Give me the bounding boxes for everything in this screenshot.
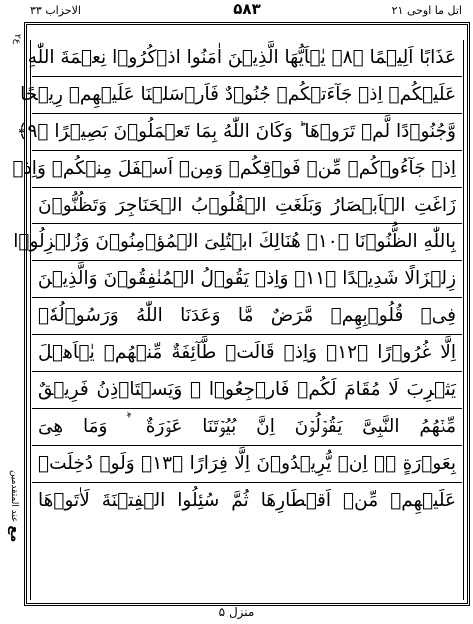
verse-line: اِلَّا غُرُوۡرًا ﴿۱۲﴾ وَاِذۡ قَالَتۡ طَّآئِفَةٌ مِّنۡهُمۡ یٰۤاَهۡلَ [32,335,462,372]
verse-line: عَلَیۡكُمۡ اِذۡ جَآءَتۡكُمۡ جُنُوۡدٌ فَاَرۡسَلۡنَا عَلَیۡهِمۡ رِیۡحًا [32,77,462,114]
ruku-marker: ع۲ [12,34,22,45]
stop-marker-sign: مع [7,525,22,543]
manzil-footer: منزل ۵ [218,605,255,619]
verse-line: زَاغَتِ الۡاَبۡصَارُ وَبَلَغَتِ الۡقُلُوۡبُ الۡحَنَاجِرَ وَتَظُنُّوۡنَ [32,188,462,225]
verse-line: وَّجُنُوۡدًا لَّمۡ تَرَوۡهَا ؕ وَكَانَ اللّٰهُ بِمَا تَعۡمَلُوۡنَ بَصِیۡرًا ﴿۹﴾ [32,114,462,151]
verse-line: یَثۡرِبَ لَا مُقَامَ لَكُمۡ فَارۡجِعُوۡا ۚ وَیَسۡتَاۡذِنُ فَرِیۡقٌ [32,372,462,409]
surah-name: الاحزاب ۳۳ [30,4,81,17]
stop-marker [2,470,22,542]
verse-line: فِیۡ قُلُوۡبِهِمۡ مَّرَضٌ مَّا وَعَدَنَا اللّٰهُ وَرَسُوۡلُهٗۤ [32,298,462,335]
verse-line: عَلَیۡهِمۡ مِّنۡ اَقۡطَارِهَا ثُمَّ سُئِلُوا الۡفِتۡنَةَ لَاٰتَوۡهَا [38,489,456,511]
verse-line: اِذۡ جَآءُوۡكُمۡ مِّنۡ فَوۡقِكُمۡ وَمِنۡ اَسۡفَلَ مِنۡكُمۡ وَاِذۡ [32,151,462,188]
page-header [24,2,470,24]
verse-line: بِاللّٰهِ الظُّنُوۡنَا ﴿۱۰﴾ هُنَالِكَ ابۡتُلِیَ الۡمُؤۡمِنُوۡنَ وَزُلۡزِلُوۡا [32,224,462,261]
stop-marker-note: عند المتقدمين [9,470,19,523]
juz-name: اتل ما اوحی ۲۱ [391,4,462,17]
verse-line: عَذَابًا اَلِیۡمًا ﴿۸﴾ یٰۤاَیُّهَا الَّذِیۡنَ اٰمَنُوا اذۡكُرُوۡا نِعۡمَةَ اللّٰهِ [32,40,462,77]
verse-line: مِّنۡهُمُ النَّبِیَّ یَقُوۡلُوۡنَ اِنَّ بُیُوۡتَنَا عَوۡرَةٌ ۛؕ وَمَا هِیَ [32,409,462,446]
page-number: ۵۸۳ [233,0,261,18]
verse-line: بِعَوۡرَةٍ ۛۚ اِنۡ یُّرِیۡدُوۡنَ اِلَّا فِرَارًا ﴿۱۳﴾ وَلَوۡ دُخِلَتۡ [32,446,462,483]
verse-line: زِلۡزَالًا شَدِیۡدًا ﴿۱۱﴾ وَاِذۡ یَقُوۡلُ الۡمُنٰفِقُوۡنَ وَالَّذِیۡنَ [32,261,462,298]
